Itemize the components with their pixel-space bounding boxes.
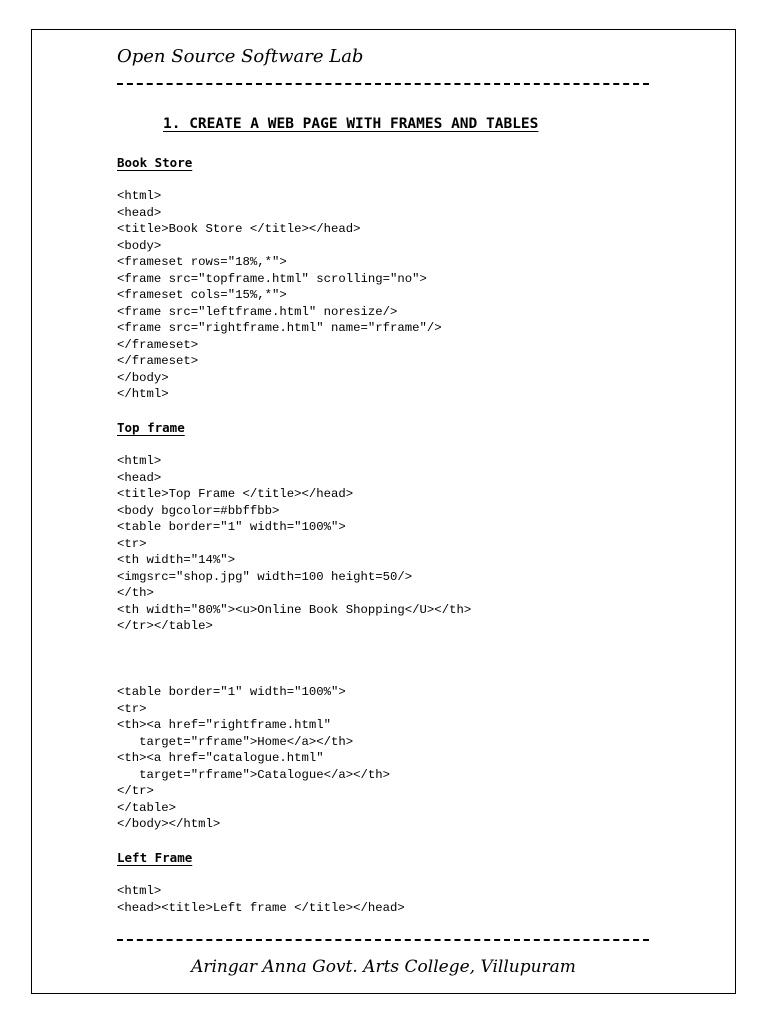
page-footer-text: Aringar Anna Govt. Arts College, Villupuram — [191, 957, 576, 977]
footer-divider — [117, 939, 649, 941]
document-page — [31, 29, 736, 994]
section-heading-top-frame: Top frame — [117, 420, 185, 435]
code-block-left-frame: <html> <head><title>Left frame </title></head> — [117, 884, 405, 915]
exercise-heading: 1. CREATE A WEB PAGE WITH FRAMES AND TABLES — [163, 116, 539, 132]
section-heading-left-frame: Left Frame — [117, 850, 193, 865]
code-block-top-frame: <html> <head> <title>Top Frame </title></head> <body bgcolor=#bbffbb> <table border="1" width="100%"> <tr> <th width="14%"> <imgsrc="shop.jpg" width=100 height=50/> </th> <th width="80%"><u>Online Book Shopping</U></th> </tr></table> — [117, 454, 472, 633]
page-header-title: Open Source Software Lab — [117, 46, 364, 67]
header-divider — [117, 83, 649, 85]
code-block-book-store: <html> <head> <title>Book Store </title></head> <body> <frameset rows="18%,*"> <frame src="topframe.html" scrolling="no"> <frameset cols="15%,*"> <frame src="leftframe.html" noresize/> <frame src="rightframe.html" name="rframe"/> </frameset> </frameset> </body> </html> — [117, 189, 442, 401]
code-block-top-frame-links: <table border="1" width="100%"> <tr> <th><a href="rightframe.html" target="rframe">Home</a></th> <th><a href="catalogue.html" target="rframe">Catalogue</a></th> </tr> </table> </body></html> — [117, 685, 391, 831]
section-heading-book-store: Book Store — [117, 155, 193, 170]
